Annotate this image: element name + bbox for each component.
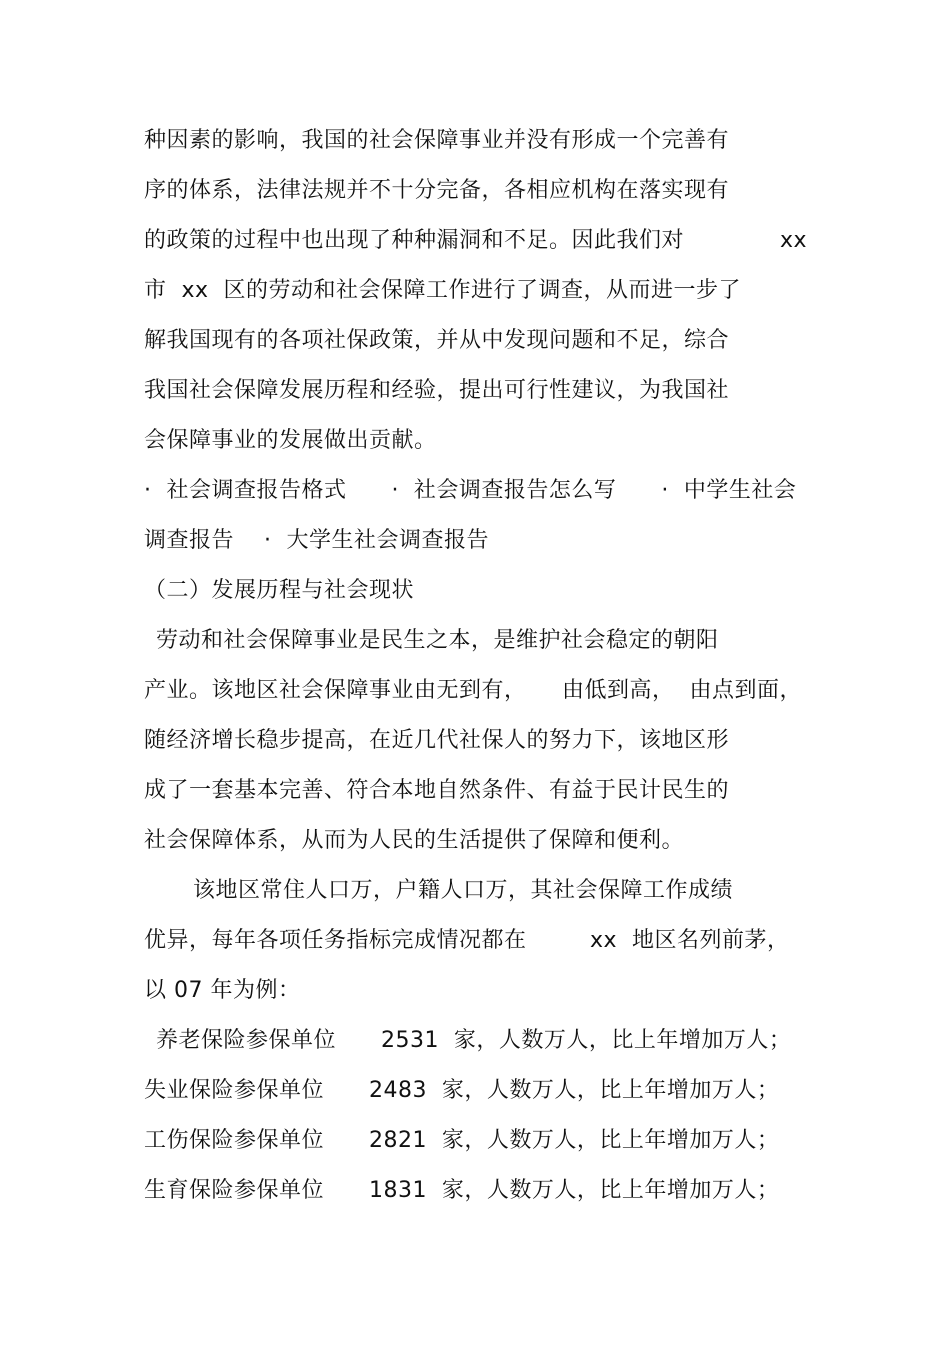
paragraph-line: 种因素的影响，我国的社会保障事业并没有形成一个完善有 (144, 128, 730, 153)
paragraph-line: 该地区常住人口万，户籍人口万，其社会保障工作成绩 (193, 878, 734, 903)
statistic-line: 生育保险参保单位 1831 家，人数万人，比上年增加万人； (144, 1178, 780, 1203)
related-links-line[interactable]: · 社会调查报告格式 · 社会调查报告怎么写 · 中学生社会 (144, 478, 797, 503)
paragraph-line: 劳动和社会保障事业是民生之本，是维护社会稳定的朝阳 (156, 628, 719, 653)
paragraph-line: 我国社会保障发展历程和经验，提出可行性建议，为我国社 (144, 378, 730, 403)
paragraph-line: 随经济增长稳步提高，在近几代社保人的努力下，该地区形 (144, 728, 730, 753)
paragraph-line: 市 xx 区的劳动和社会保障工作进行了调查，从而进一步了 (144, 278, 742, 303)
paragraph-line: 序的体系，法律法规并不十分完备，各相应机构在落实现有 (144, 178, 730, 203)
statistic-line: 养老保险参保单位 2531 家，人数万人，比上年增加万人； (156, 1028, 792, 1053)
paragraph-line: 由低到高， 由点到面， (562, 678, 802, 703)
section-heading: （二）发展历程与社会现状 (144, 578, 415, 603)
paragraph-line: 产业。该地区社会保障事业由无到有， (144, 678, 527, 703)
related-links-line[interactable]: 调查报告 · 大学生社会调查报告 (144, 528, 489, 553)
statistic-line: 失业保险参保单位 2483 家，人数万人，比上年增加万人； (144, 1078, 780, 1103)
paragraph-line: 解我国现有的各项社保政策，并从中发现问题和不足，综合 (144, 328, 730, 353)
paragraph-line: 会保障事业的发展做出贡献。 (144, 428, 437, 453)
paragraph-line: 以 07 年为例： (144, 978, 301, 1003)
paragraph-line: 优异，每年各项任务指标完成情况都在 (144, 928, 527, 953)
statistic-line: 工伤保险参保单位 2821 家，人数万人，比上年增加万人； (144, 1128, 780, 1153)
paragraph-line: xx (780, 228, 808, 253)
paragraph-line: 的政策的过程中也出现了种种漏洞和不足。因此我们对 (144, 228, 685, 253)
paragraph-line: xx 地区名列前茅， (590, 928, 790, 953)
paragraph-line: 成了一套基本完善、符合本地自然条件、有益于民计民生的 (144, 778, 730, 803)
paragraph-line: 社会保障体系，从而为人民的生活提供了保障和便利。 (144, 828, 685, 853)
